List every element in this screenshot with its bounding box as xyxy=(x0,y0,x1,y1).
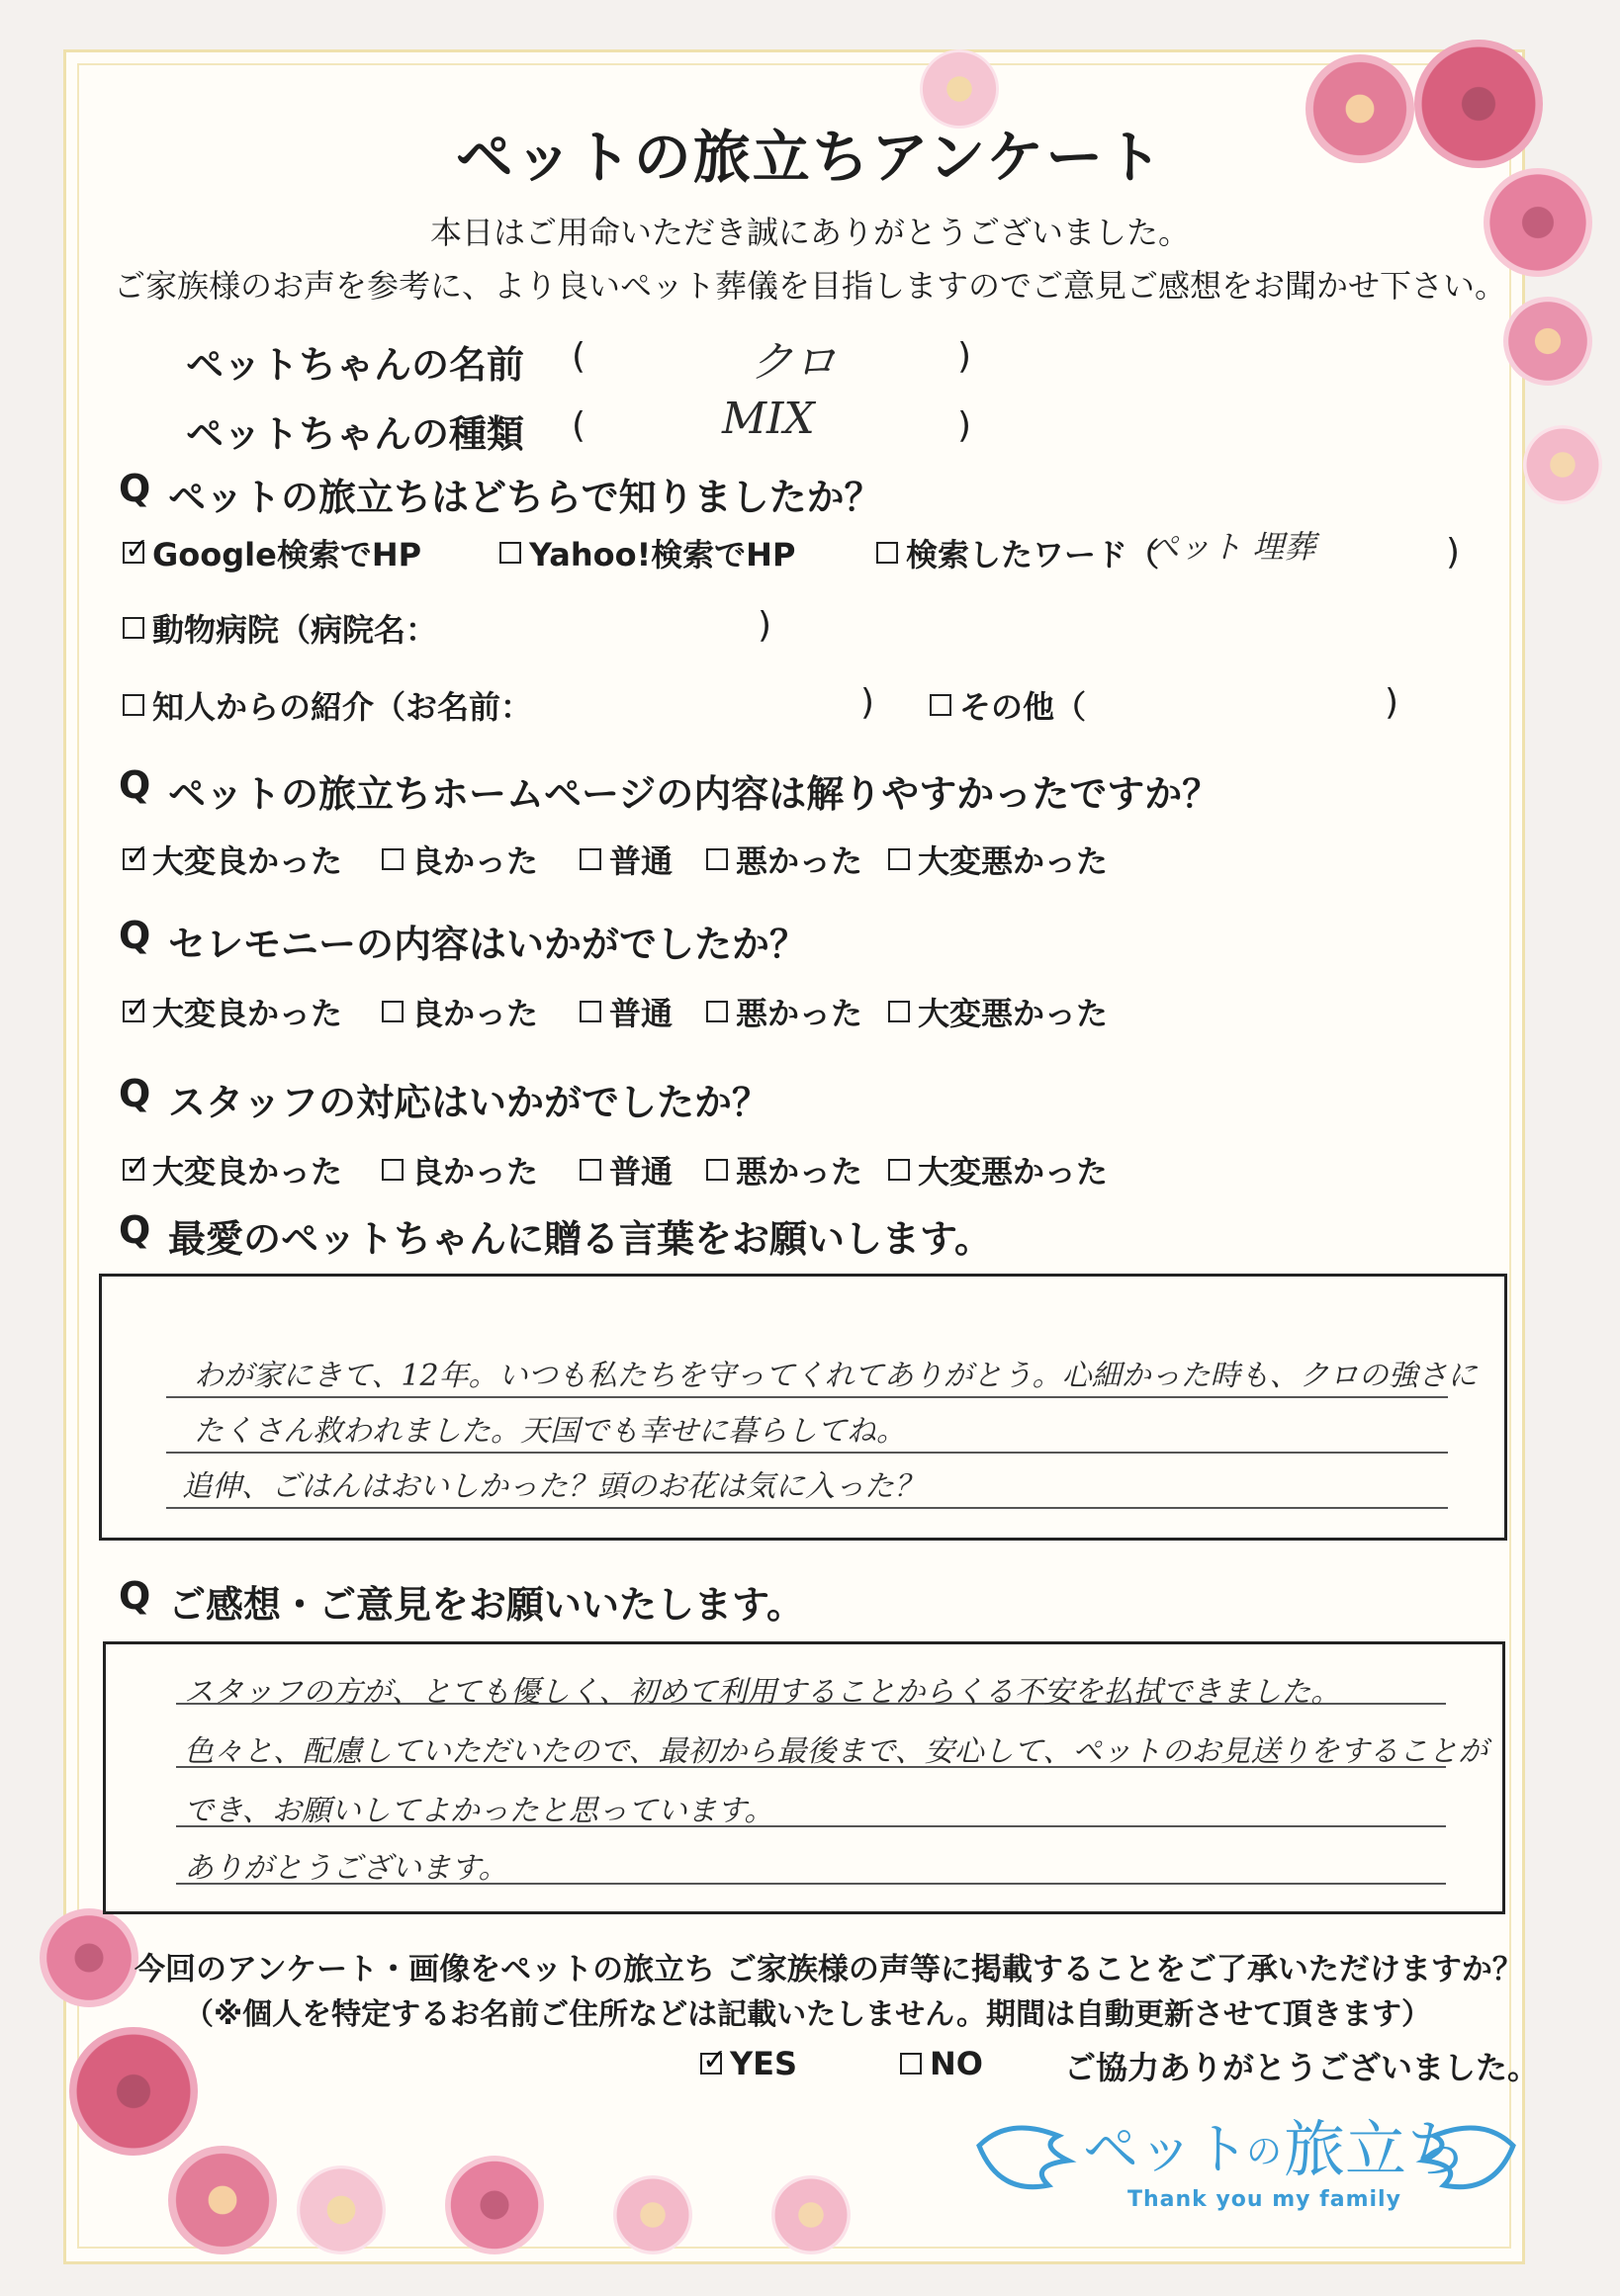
checkbox[interactable] xyxy=(382,1159,404,1181)
consent-yes[interactable] xyxy=(700,2045,797,2082)
option-friend[interactable] xyxy=(123,682,532,728)
search-word-value[interactable]: ペット 埋葬 xyxy=(1147,528,1316,566)
flower-decoration xyxy=(1503,297,1592,386)
checkbox[interactable] xyxy=(382,848,404,870)
option-label: 検索したワード（ xyxy=(906,536,1160,574)
pet-name-value[interactable]: クロ xyxy=(750,337,837,388)
q1-marker: Q xyxy=(119,467,151,510)
q2-marker: Q xyxy=(119,763,151,807)
checkbox[interactable] xyxy=(706,848,728,870)
checkbox-checked[interactable] xyxy=(123,848,144,870)
rating-very-good[interactable] xyxy=(123,989,342,1034)
option-label: 良かった xyxy=(411,995,539,1032)
checkbox-checked[interactable] xyxy=(123,1001,144,1022)
option-google[interactable] xyxy=(123,530,421,575)
checkbox[interactable] xyxy=(930,694,951,716)
feedback-line: 色々と、配慮していただいたので、最初から最後まで、安心して、ペットのお見送りをすることが xyxy=(184,1734,1488,1769)
writing-line xyxy=(166,1452,1448,1454)
paren-close: ) xyxy=(1385,682,1399,723)
q1-text: ペットの旅立ちはどちらで知りましたか？ xyxy=(168,476,882,519)
q3-text: セレモニーの内容はいかがでしたか？ xyxy=(168,923,808,966)
option-label: 良かった xyxy=(411,842,539,880)
option-label: Google検索でHP xyxy=(152,536,422,574)
option-label: 動物病院（病院名： xyxy=(152,611,438,649)
rating-normal[interactable] xyxy=(580,989,673,1034)
rating-very-good[interactable] xyxy=(123,1147,342,1192)
checkbox[interactable] xyxy=(382,1001,404,1022)
checkbox[interactable] xyxy=(580,1159,601,1181)
page-title: ペットの旅立ちアンケート xyxy=(455,124,1165,191)
checkbox[interactable] xyxy=(888,848,910,870)
thanks-text: ご協力ありがとうございました。 xyxy=(1064,2049,1540,2086)
q2-rating-row xyxy=(123,837,1211,880)
intro-line-1: 本日はご用命いただき誠にありがとうございました。 xyxy=(429,214,1190,251)
flower-decoration xyxy=(168,2146,277,2254)
checkbox[interactable] xyxy=(706,1001,728,1022)
checkbox[interactable] xyxy=(888,1001,910,1022)
checkbox-checked[interactable] xyxy=(700,2053,722,2075)
option-label: YES xyxy=(730,2045,798,2082)
flower-decoration xyxy=(297,2165,386,2254)
pet-name-label: ペットちゃんの名前 xyxy=(186,343,525,387)
flower-decoration xyxy=(613,2175,692,2254)
paren-close: ) xyxy=(957,405,972,446)
q6-text: ご感想・ご意見をお願いいたします。 xyxy=(168,1583,804,1627)
option-yahoo[interactable] xyxy=(499,530,795,575)
option-label: 普通 xyxy=(609,842,674,880)
checkbox[interactable] xyxy=(900,2053,922,2075)
feedback-line: でき、お願いしてよかったと思っています。 xyxy=(184,1794,774,1828)
flower-decoration xyxy=(69,2027,198,2156)
consent-question: 今回のアンケート・画像をペットの旅立ち ご家族様の声等に掲載することをご了承いただけますか？ xyxy=(135,1952,1523,1987)
q4-marker: Q xyxy=(119,1072,151,1115)
checkbox[interactable] xyxy=(499,542,521,564)
rating-good[interactable] xyxy=(382,837,538,882)
option-label: 大変良かった xyxy=(152,842,343,880)
q5-marker: Q xyxy=(119,1208,151,1252)
q4-text: スタッフの対応はいかがでしたか？ xyxy=(168,1081,770,1124)
option-label: 普通 xyxy=(609,995,674,1032)
consent-note: （※個人を特定するお名前ご住所などは記載いたしません。期間は自動更新させて頂きます） xyxy=(184,1997,1431,2032)
q3-rating-row xyxy=(123,989,1211,1032)
rating-very-bad[interactable] xyxy=(888,989,1108,1034)
rating-normal[interactable] xyxy=(580,837,673,882)
option-label: 良かった xyxy=(411,1153,539,1191)
option-label: 知人からの紹介（お名前： xyxy=(152,688,533,726)
brand-logo xyxy=(969,2106,1523,2225)
checkbox-checked[interactable] xyxy=(123,542,144,564)
paren-close: ) xyxy=(1446,532,1461,573)
feedback-line: スタッフの方が、とても優しく、初めて利用することからくる不安を払拭できました。 xyxy=(184,1675,1341,1710)
q4-rating-row xyxy=(123,1147,1211,1191)
option-label: 大変悪かった xyxy=(918,995,1109,1032)
logo-subtitle: Thank you my family xyxy=(1127,2187,1401,2212)
rating-very-bad[interactable] xyxy=(888,837,1108,882)
checkbox[interactable] xyxy=(706,1159,728,1181)
paren-close: ) xyxy=(957,336,972,377)
checkbox[interactable] xyxy=(123,617,144,639)
paren-open: ( xyxy=(572,405,586,446)
rating-bad[interactable] xyxy=(706,989,862,1034)
checkbox-checked[interactable] xyxy=(123,1159,144,1181)
flower-decoration xyxy=(1523,425,1602,504)
message-line: 追伸、ごはんはおいしかった？頭のお花は気に入った？ xyxy=(182,1469,924,1504)
message-line: わが家にきて、12年。いつも私たちを守ってくれてありがとう。心細かった時も、クロの強さに xyxy=(194,1359,1478,1393)
rating-normal[interactable] xyxy=(580,1147,673,1192)
logo-text-pet: ペット xyxy=(1083,2118,1249,2182)
flower-decoration xyxy=(40,1908,138,2007)
checkbox[interactable] xyxy=(580,848,601,870)
pet-type-label: ペットちゃんの種類 xyxy=(186,412,525,456)
option-label: 大変悪かった xyxy=(918,1153,1109,1191)
q6-marker: Q xyxy=(119,1574,151,1618)
checkbox[interactable] xyxy=(888,1159,910,1181)
option-label: 悪かった xyxy=(736,842,863,880)
pet-type-value[interactable]: MIX xyxy=(722,394,815,444)
q5-text: 最愛のペットちゃんに贈る言葉をお願いします。 xyxy=(168,1217,992,1261)
checkbox[interactable] xyxy=(876,542,898,564)
logo-text-tabidachi: 旅立ち xyxy=(1284,2113,1469,2185)
rating-good[interactable] xyxy=(382,1147,538,1192)
option-label: 大変悪かった xyxy=(918,842,1109,880)
q2-text: ペットの旅立ちホームページの内容は解りやすかったですか？ xyxy=(168,772,1220,816)
writing-line xyxy=(166,1396,1448,1398)
rating-good[interactable] xyxy=(382,989,538,1034)
logo-text-no: の xyxy=(1246,2132,1283,2172)
flower-decoration xyxy=(771,2175,851,2254)
q3-marker: Q xyxy=(119,914,151,957)
flower-decoration xyxy=(445,2156,544,2254)
option-label: 大変良かった xyxy=(152,995,343,1032)
option-label: 大変良かった xyxy=(152,1153,343,1191)
feedback-line: ありがとうございます。 xyxy=(184,1851,508,1886)
option-label: NO xyxy=(930,2045,983,2082)
option-other[interactable] xyxy=(930,682,1086,728)
option-label: 普通 xyxy=(609,1153,674,1191)
consent-no[interactable] xyxy=(900,2045,983,2082)
writing-line xyxy=(166,1507,1448,1509)
option-label: 悪かった xyxy=(736,1153,863,1191)
rating-bad[interactable] xyxy=(706,1147,862,1192)
option-search-word[interactable] xyxy=(876,530,1159,575)
rating-very-bad[interactable] xyxy=(888,1147,1108,1192)
checkbox[interactable] xyxy=(123,694,144,716)
checkbox[interactable] xyxy=(580,1001,601,1022)
paren-open: ( xyxy=(572,336,586,377)
rating-bad[interactable] xyxy=(706,837,862,882)
option-label: Yahoo!検索でHP xyxy=(529,536,796,574)
message-line: たくさん救われました。天国でも幸せに暮らしてね。 xyxy=(194,1414,906,1449)
option-label: その他（ xyxy=(959,688,1087,726)
paren-close: ) xyxy=(860,682,875,723)
rating-very-good[interactable] xyxy=(123,837,342,882)
option-hospital[interactable] xyxy=(123,605,437,651)
intro-line-2: ご家族様のお声を参考に、より良いペット葬儀を目指しますのでご意見ご感想をお聞かせ下さい。 xyxy=(113,267,1506,305)
option-label: 悪かった xyxy=(736,995,863,1032)
paren-close: ) xyxy=(758,605,772,646)
